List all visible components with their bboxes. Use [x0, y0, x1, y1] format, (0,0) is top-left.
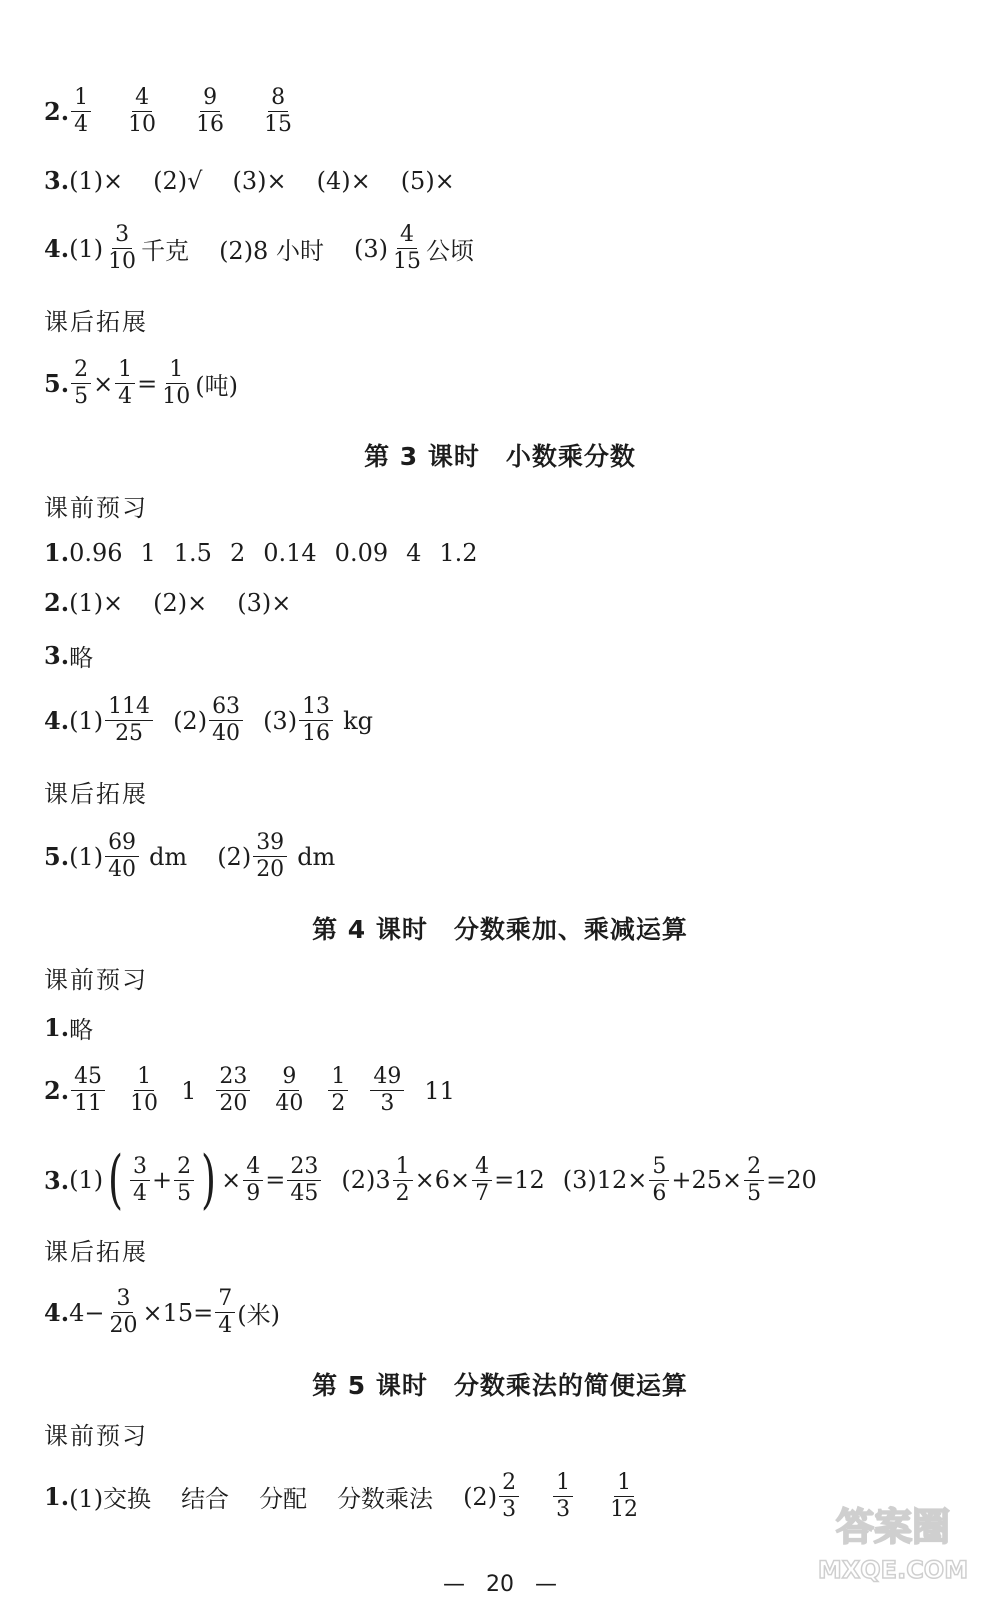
fraction: $\frac{3}{20}$	[109, 1286, 138, 1338]
fraction: $\frac{45}{11}$	[71, 1064, 105, 1117]
sub-label: (3)	[353, 234, 388, 263]
fraction: $\frac{1}{12}$	[610, 1470, 639, 1522]
footer-dash: —	[535, 1572, 557, 1597]
sub-label: (2)3	[341, 1166, 391, 1194]
answer-item: (5)×	[400, 166, 455, 195]
fraction: $\frac{7}{4}$	[215, 1286, 235, 1339]
fraction: $\frac{4}{10}$	[128, 85, 157, 137]
question-number: 5.	[44, 842, 70, 871]
fraction: $\frac{69}{40}$	[105, 830, 139, 883]
answer-text: 略	[69, 644, 94, 672]
fraction: $\frac{1}{2}$	[328, 1064, 348, 1117]
sub-label: (1)	[69, 842, 104, 871]
unit: (米)	[237, 1301, 280, 1329]
value: 0.14	[263, 538, 317, 567]
expression: ×6×	[414, 1166, 471, 1194]
question-number: 3.	[44, 166, 70, 195]
watermark-logo	[808, 1490, 978, 1590]
sub-label: (2)	[217, 842, 252, 871]
q3-equations	[44, 1143, 817, 1217]
value: 1	[140, 538, 156, 567]
q4-answers	[44, 222, 474, 275]
answer-word: 结合	[181, 1485, 230, 1513]
expression: ×15=	[142, 1298, 214, 1327]
value: 4	[406, 538, 422, 567]
lesson-title: 第 4 课时 分数乘加、乘减运算	[312, 915, 688, 944]
fraction: $\frac{8}{15}$	[264, 85, 293, 137]
fraction: $\frac{3}{10}$	[108, 222, 137, 274]
question-number: 5.	[44, 369, 70, 398]
q5-answers	[44, 830, 335, 883]
fraction: $\frac{1}{10}$	[162, 357, 191, 409]
value: 1	[181, 1076, 197, 1105]
fraction: $\frac{23}{45}$	[287, 1154, 321, 1207]
q4-equation	[44, 1286, 280, 1339]
value: 1.2	[439, 538, 478, 567]
q2-judgements	[44, 588, 291, 617]
q1-answer	[44, 1010, 93, 1045]
fraction: $\frac{39}{20}$	[253, 830, 287, 883]
watermark-url: MXQE.COM	[817, 1556, 969, 1584]
unit: 千克	[141, 237, 190, 265]
unit: 公顷	[425, 237, 474, 265]
answer-item: (4)×	[316, 166, 371, 195]
sub-label: (2)	[173, 706, 208, 735]
q4-answers	[44, 694, 373, 747]
lesson-title: 第 3 课时 小数乘分数	[364, 442, 636, 471]
fraction: $\frac{2}{5}$	[744, 1154, 764, 1207]
value: 0.96	[69, 538, 123, 567]
lesson-title: 第 5 课时 分数乘法的简便运算	[312, 1371, 688, 1400]
q2-values	[44, 1064, 455, 1117]
fraction: $\frac{9}{40}$	[275, 1064, 304, 1116]
question-number: 1.	[44, 1482, 70, 1511]
answer-item: (2)√	[153, 166, 203, 195]
answer-item: (3)×	[237, 588, 292, 617]
fraction: $\frac{4}{7}$	[472, 1154, 492, 1207]
answer-word: 分配	[259, 1485, 308, 1513]
unit: dm	[297, 842, 336, 871]
left-paren: (	[108, 1143, 124, 1217]
sub-answer: (2)8 小时	[219, 237, 324, 265]
expression: +25×	[671, 1166, 743, 1194]
fraction: $\frac{23}{20}$	[216, 1064, 250, 1117]
question-number: 2.	[44, 97, 70, 126]
fraction: $\frac{3}{4}$	[130, 1154, 150, 1207]
sub-label: (1)	[69, 706, 104, 735]
answer-word: (1)交换	[69, 1485, 152, 1513]
section-heading: 课后拓展	[44, 780, 148, 808]
fraction: $\frac{9}{16}$	[196, 85, 225, 137]
question-number: 4.	[44, 1298, 70, 1327]
page-number: 20	[486, 1572, 514, 1597]
fraction: $\frac{4}{15}$	[392, 222, 421, 274]
fraction: $\frac{1}{4}$	[115, 357, 135, 410]
operator: +	[152, 1166, 173, 1194]
fraction: $\frac{1}{2}$	[393, 1154, 413, 1207]
answer-item: (1)×	[69, 588, 124, 617]
q3-answer	[44, 638, 93, 673]
section-heading: 课后拓展	[44, 308, 148, 336]
operator: ×	[221, 1166, 242, 1194]
question-number: 2.	[44, 1076, 70, 1105]
expression: =20	[766, 1166, 817, 1194]
fraction: $\frac{13}{16}$	[299, 694, 333, 747]
answer-item: (2)×	[153, 588, 208, 617]
right-paren: )	[201, 1143, 217, 1217]
fraction: $\frac{2}{5}$	[174, 1154, 194, 1207]
fraction: $\frac{1}{10}$	[130, 1064, 159, 1116]
sub-label: (2)	[463, 1482, 498, 1511]
sub-label: (3)12×	[562, 1166, 648, 1194]
fraction: $\frac{114}{25}$	[105, 694, 153, 747]
operator: =	[137, 369, 158, 398]
question-number: 1.	[44, 538, 70, 567]
answer-word: 分数乘法	[337, 1485, 434, 1513]
q1-answers	[44, 1470, 643, 1523]
operator: ×	[93, 369, 114, 398]
fraction: $\frac{49}{3}$	[370, 1064, 404, 1117]
unit: kg	[343, 706, 373, 735]
section-heading: 课前预习	[44, 966, 148, 994]
fraction: $\frac{5}{6}$	[649, 1154, 669, 1207]
sub-label: (1)	[69, 234, 104, 263]
fraction: $\frac{1}{3}$	[553, 1470, 573, 1523]
watermark-text: 答案圈	[835, 1505, 951, 1549]
value: 0.09	[334, 538, 389, 567]
q3-judgements	[44, 166, 455, 195]
question-number: 3.	[44, 1165, 70, 1195]
fraction: $\frac{4}{9}$	[243, 1154, 263, 1207]
section-heading: 课前预习	[44, 494, 148, 522]
expression: 4−	[69, 1298, 105, 1327]
unit: dm	[149, 842, 188, 871]
q1-values	[44, 538, 478, 567]
question-number: 1.	[44, 1013, 70, 1042]
section-heading: 课后拓展	[44, 1238, 148, 1266]
fraction: $\frac{63}{40}$	[209, 694, 243, 747]
footer-dash: —	[443, 1572, 465, 1597]
expression: =12	[494, 1166, 545, 1194]
question-number: 3.	[44, 641, 70, 670]
value: 11	[424, 1076, 455, 1105]
answer-text: 略	[69, 1016, 94, 1044]
value: 1.5	[173, 538, 212, 567]
fraction: $\frac{2}{5}$	[71, 357, 91, 410]
operator: =	[265, 1166, 286, 1194]
question-number: 4.	[44, 234, 70, 263]
q2-fractions	[44, 85, 297, 138]
section-heading: 课前预习	[44, 1422, 148, 1450]
answer-item: (3)×	[232, 166, 287, 195]
fraction: $\frac{1}{4}$	[71, 85, 91, 138]
sub-label: (1)	[69, 1166, 104, 1194]
question-number: 4.	[44, 706, 70, 735]
fraction: $\frac{2}{3}$	[499, 1470, 519, 1523]
sub-label: (3)	[263, 706, 298, 735]
question-number: 2.	[44, 588, 70, 617]
unit: (吨)	[195, 372, 239, 400]
value: 2	[229, 538, 246, 567]
answer-item: (1)×	[69, 166, 124, 195]
q5-equation	[44, 357, 238, 410]
